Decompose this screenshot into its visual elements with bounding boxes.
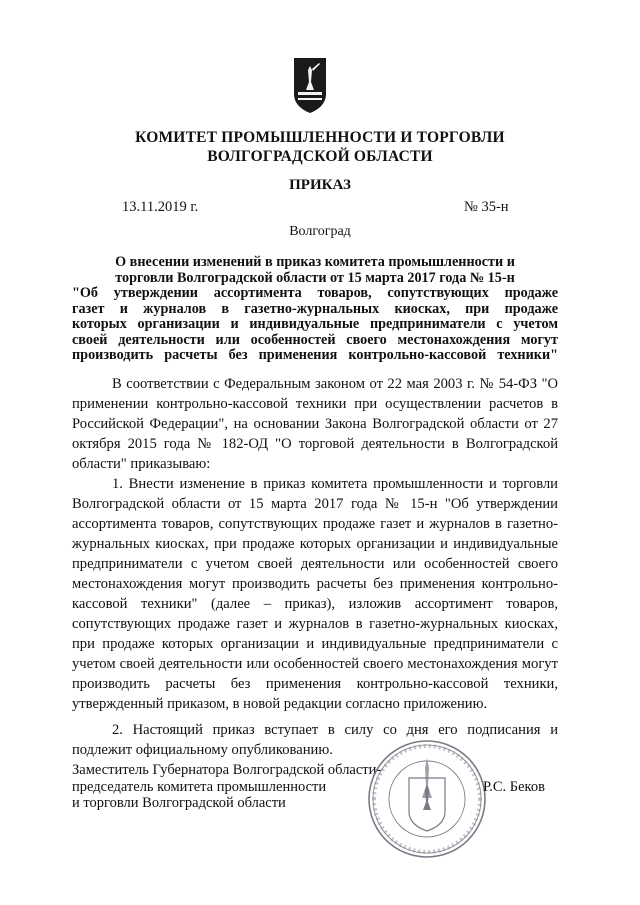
order-date: 13.11.2019 г. xyxy=(122,199,199,215)
committee-name-line1: КОМИТЕТ ПРОМЫШЛЕННОСТИ И ТОРГОВЛИ xyxy=(135,129,505,146)
official-seal-icon xyxy=(366,738,488,860)
signer-position-line3: и торговли Волгоградской области xyxy=(72,795,286,811)
committee-name xyxy=(0,128,640,166)
signer-position-line1: Заместитель Губернатора Волгоградской области- xyxy=(72,762,382,778)
volgograd-emblem-icon xyxy=(292,56,328,114)
clause-2-paragraph: 2. Настоящий приказ вступает в силу со дня его подписания и подлежит официальному опубликованию. xyxy=(72,722,558,758)
subject-line: которых организации и индивидуальные предприниматели с учетом xyxy=(72,316,558,332)
signature-block xyxy=(72,762,381,812)
clause-1-paragraph: 1. Внести изменение в приказ комитета промышленности и торговли Волгоградской области от 15 марта 2017 года № 15-н "Об утверждении ассортимента товаров, сопутствующих продаже газет и журналов в газетно-журнальных киосках, при продаже которых организации и индивидуальные предприниматели с учетом своей деятельности или особенностей своего местонахождения могут производить расчеты без применения контрольно-кассовой техники" (далее – приказ), изложив ассортимент товаров, сопутствующих продаже газет и журналов в газетно-журнальных киосках, при продаже которых организации и индивидуальные предприниматели с учетом своей деятельности или особенностей своего местонахождения могут производить расчеты без применения контрольно-кассовой техники, утвержденный приказом, в новой редакции согласно приложению. xyxy=(72,476,558,712)
subject-line: О внесении изменений в приказ комитета промышленности и xyxy=(115,254,515,270)
subject-line: "Об утверждении ассортимента товаров, сопутствующих продаже xyxy=(72,285,558,301)
document-title: ПРИКАЗ xyxy=(289,177,351,193)
city-name: Волгоград xyxy=(289,224,351,239)
order-subject xyxy=(72,255,558,364)
subject-line: своей деятельности или особенностей своего местонахождения могут xyxy=(72,331,558,348)
committee-name-line2: ВОЛГОГРАДСКОЙ ОБЛАСТИ xyxy=(207,148,433,165)
subject-line: торговли Волгоградской области от 15 марта 2017 года № 15-н xyxy=(115,269,515,286)
subject-line: производить расчеты без применения контрольно-кассовой техники" xyxy=(72,347,558,363)
order-body xyxy=(72,374,558,760)
intro-paragraph: В соответствии с Федеральным законом от 22 мая 2003 г. № 54-ФЗ "О применении контрольно-кассовой техники при осуществлении расчетов в Российской Федерации", на основании Закона Волгоградской области от 27 октября 2015 года № 182-ОД "О торговой деятельности в Волгоградской области" приказываю: xyxy=(72,376,558,472)
order-number: № 35-н xyxy=(464,199,509,215)
subject-line: газет и журналов в газетно-журнальных киосках, при продаже xyxy=(72,300,558,317)
signer-position-line2: председатель комитета промышленности xyxy=(72,778,327,795)
signer-name: Р.С. Беков xyxy=(483,779,545,795)
